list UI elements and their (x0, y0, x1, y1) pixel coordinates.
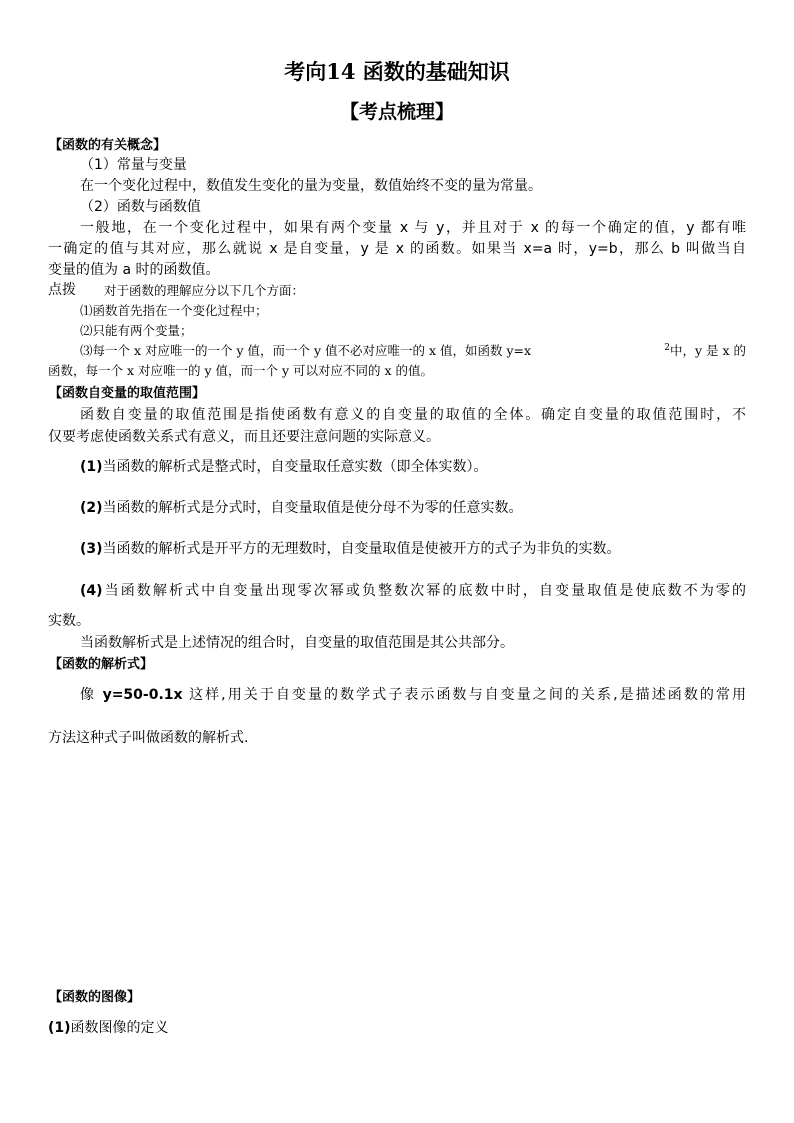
concept-paragraph-2-line-2: 一确定的值与其对应，那么就说 x 是自变量，y 是 x 的函数。如果当 x=a 时，y=b，那么 b 叫做当自 (48, 241, 746, 257)
domain-paragraph-line-2: 仅要考虑使函数关系式有意义，而且还要注意问题的实际意义。 (48, 429, 440, 445)
tip-point-3-line-1 (80, 341, 746, 359)
domain-rule-4-line-2: 实数。 (48, 613, 90, 629)
tip-point-3-text-c: 中，y 是 x 的 (669, 343, 746, 358)
concept-paragraph-2-line-1: 一般地，在一个变化过程中，如果有两个变量 x 与 y，并且对于 x 的每一个确定的值，y 都有唯 (80, 220, 746, 236)
graph-item-1-number: (1) (48, 1020, 71, 1036)
tip-point-3-superscript: 2 (664, 342, 670, 353)
domain-rule-3-text: 当函数的解析式是开平方的无理数时，自变量取值是使被开方的式子为非负的实数。 (102, 541, 621, 557)
tip-point-1: ⑴函数首先指在一个变化过程中； (80, 303, 268, 318)
concept-paragraph-2-line-3: 变量的值为 a 时的函数值。 (48, 262, 220, 278)
domain-combination-note: 当函数解析式是上述情况的组合时，自变量的取值范围是其公共部分。 (80, 635, 514, 651)
domain-rule-4-number: (4) (80, 583, 103, 599)
domain-rule-4-line-1 (80, 580, 746, 600)
domain-paragraph-line-1: 函数自变量的取值范围是指使函数有意义的自变量的取值的全体。确定自变量的取值范围时，不 (80, 407, 746, 423)
section-heading-concepts: 【函数的有关概念】 (49, 138, 167, 153)
tip-intro: 对于函数的理解应分以下几个方面： (104, 283, 305, 298)
section-heading-domain: 【函数自变量的取值范围】 (49, 386, 206, 401)
concept-paragraph-1: 在一个变化过程中，数值发生变化的量为变量，数值始终不变的量为常量。 (80, 178, 542, 194)
domain-rule-1 (80, 456, 488, 476)
expression-text-a: 像 (80, 687, 103, 703)
domain-rule-2-text: 当函数的解析式是分式时，自变量取值是使分母不为零的任意实数。 (102, 500, 523, 516)
concept-item-2: （2）函数与函数值 (80, 199, 201, 215)
expression-paragraph-line-1 (80, 684, 746, 704)
tip-point-3-text-a: ⑶每一个 x 对应唯一的一个 y 值，而一个 y 值不必对应唯一的 x 值，如函数 y=x (80, 343, 532, 358)
graph-item-1-text: 函数图像的定义 (70, 1020, 169, 1036)
expression-formula: y=50-0.1x (102, 687, 183, 703)
domain-rule-2 (80, 497, 523, 517)
graph-item-1 (48, 1017, 169, 1037)
page-title: 考向14 函数的基础知识 (284, 59, 510, 84)
tip-point-2: ⑵只能有两个变量； (80, 323, 193, 338)
expression-paragraph-line-2: 方法这种式子叫做函数的解析式. (48, 730, 249, 746)
domain-rule-2-number: (2) (80, 500, 103, 516)
section-heading-expression: 【函数的解析式】 (49, 657, 154, 672)
page-subtitle: 【考点梳理】 (339, 101, 454, 123)
domain-rule-4-text: 当函数解析式中自变量出现零次幂或负整数次幂的底数中时，自变量取值是使底数不为零的 (102, 583, 746, 599)
domain-rule-1-number: (1) (80, 459, 103, 475)
domain-rule-1-text: 当函数的解析式是整式时，自变量取任意实数（即全体实数）。 (102, 459, 488, 475)
domain-rule-3-number: (3) (80, 541, 103, 557)
concept-item-1: （1）常量与变量 (80, 157, 187, 173)
domain-rule-3 (80, 538, 621, 558)
expression-text-b: 这样,用关于自变量的数学式子表示函数与自变量之间的关系,是描述函数的常用 (182, 687, 746, 703)
tip-label: 点拨 (48, 282, 76, 298)
tip-point-3-line-2: 函数，每一个 x 对应唯一的 y 值，而一个 y 可以对应不同的 x 的值。 (48, 363, 434, 378)
tip-point-3-text-b (664, 341, 746, 359)
section-heading-graph: 【函数的图像】 (49, 990, 141, 1005)
